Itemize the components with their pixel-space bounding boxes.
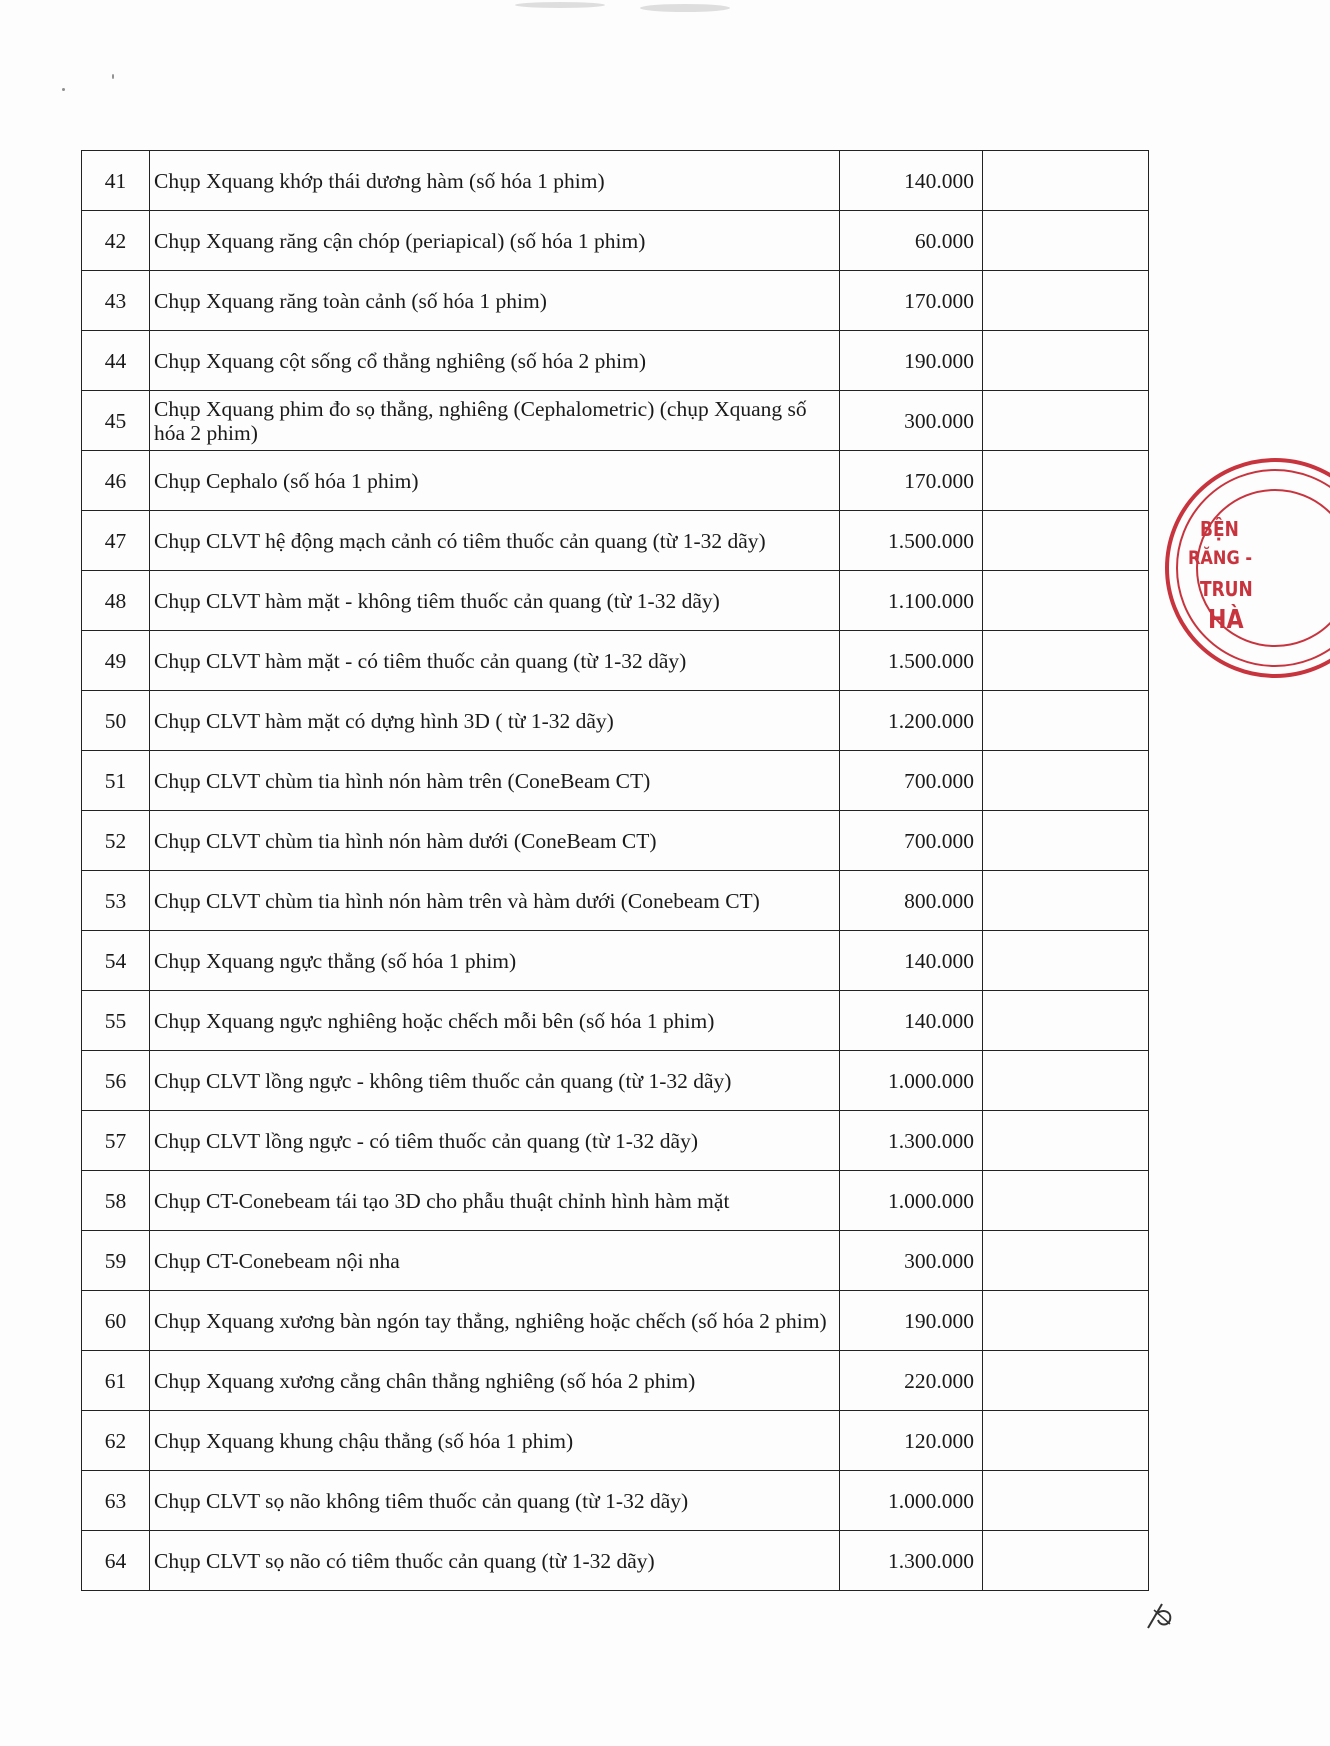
row-number: 62 bbox=[82, 1411, 150, 1471]
row-number: 43 bbox=[82, 271, 150, 331]
row-number: 49 bbox=[82, 631, 150, 691]
row-description: Chụp CLVT chùm tia hình nón hàm dưới (ConeBeam CT) bbox=[150, 811, 840, 871]
table-row bbox=[82, 931, 1149, 991]
row-description: Chụp CLVT lồng ngực - có tiêm thuốc cản quang (từ 1-32 dãy) bbox=[150, 1111, 840, 1171]
row-price: 140.000 bbox=[840, 991, 983, 1051]
row-note bbox=[983, 1291, 1149, 1351]
row-note bbox=[983, 931, 1149, 991]
row-number: 58 bbox=[82, 1171, 150, 1231]
row-description: Chụp CLVT sọ não có tiêm thuốc cản quang (từ 1-32 dãy) bbox=[150, 1531, 840, 1591]
row-price: 170.000 bbox=[840, 451, 983, 511]
stamp-text-line1: BỆN bbox=[1200, 517, 1239, 541]
row-price: 1.500.000 bbox=[840, 631, 983, 691]
row-description: Chụp Xquang xương bàn ngón tay thẳng, nghiêng hoặc chếch (số hóa 2 phim) bbox=[150, 1291, 840, 1351]
table-row bbox=[82, 1051, 1149, 1111]
row-number: 51 bbox=[82, 751, 150, 811]
row-price: 700.000 bbox=[840, 811, 983, 871]
row-note bbox=[983, 1411, 1149, 1471]
row-description: Chụp CLVT hàm mặt - không tiêm thuốc cản quang (từ 1-32 dãy) bbox=[150, 571, 840, 631]
row-description: Chụp Xquang xương cẳng chân thẳng nghiêng (số hóa 2 phim) bbox=[150, 1351, 840, 1411]
row-note bbox=[983, 811, 1149, 871]
row-price: 300.000 bbox=[840, 1231, 983, 1291]
table-row bbox=[82, 271, 1149, 331]
table-row bbox=[82, 391, 1149, 451]
row-number: 56 bbox=[82, 1051, 150, 1111]
row-price: 170.000 bbox=[840, 271, 983, 331]
row-number: 50 bbox=[82, 691, 150, 751]
row-number: 57 bbox=[82, 1111, 150, 1171]
row-description: Chụp CT-Conebeam tái tạo 3D cho phẫu thuật chỉnh hình hàm mặt bbox=[150, 1171, 840, 1231]
row-number: 42 bbox=[82, 211, 150, 271]
row-note bbox=[983, 1351, 1149, 1411]
table-row bbox=[82, 1231, 1149, 1291]
table-row bbox=[82, 151, 1149, 211]
row-description: Chụp Cephalo (số hóa 1 phim) bbox=[150, 451, 840, 511]
row-price: 1.000.000 bbox=[840, 1471, 983, 1531]
row-price: 1.200.000 bbox=[840, 691, 983, 751]
scan-artifact bbox=[62, 88, 65, 91]
table-row bbox=[82, 991, 1149, 1051]
row-note bbox=[983, 871, 1149, 931]
row-description: Chụp CT-Conebeam nội nha bbox=[150, 1231, 840, 1291]
row-note bbox=[983, 391, 1149, 451]
row-price: 1.300.000 bbox=[840, 1531, 983, 1591]
row-number: 46 bbox=[82, 451, 150, 511]
scan-artifact bbox=[112, 74, 114, 79]
table-row bbox=[82, 451, 1149, 511]
row-number: 44 bbox=[82, 331, 150, 391]
row-description: Chụp CLVT sọ não không tiêm thuốc cản quang (từ 1-32 dãy) bbox=[150, 1471, 840, 1531]
table-row bbox=[82, 331, 1149, 391]
stamp-text-line2: RĂNG - bbox=[1188, 547, 1253, 569]
row-number: 48 bbox=[82, 571, 150, 631]
row-note bbox=[983, 991, 1149, 1051]
row-description: Chụp CLVT hàm mặt - có tiêm thuốc cản quang (từ 1-32 dãy) bbox=[150, 631, 840, 691]
row-note bbox=[983, 451, 1149, 511]
table-row bbox=[82, 691, 1149, 751]
row-number: 45 bbox=[82, 391, 150, 451]
row-number: 53 bbox=[82, 871, 150, 931]
row-number: 52 bbox=[82, 811, 150, 871]
stamp-text-line3: TRUN bbox=[1200, 577, 1253, 601]
row-price: 140.000 bbox=[840, 151, 983, 211]
handwritten-initial-mark bbox=[1142, 1600, 1178, 1632]
row-note bbox=[983, 211, 1149, 271]
table-row bbox=[82, 1351, 1149, 1411]
table-row bbox=[82, 751, 1149, 811]
table-row bbox=[82, 211, 1149, 271]
row-description: Chụp CLVT hệ động mạch cảnh có tiêm thuốc cản quang (từ 1-32 dãy) bbox=[150, 511, 840, 571]
row-number: 55 bbox=[82, 991, 150, 1051]
row-price: 60.000 bbox=[840, 211, 983, 271]
stamp-ring bbox=[1160, 455, 1330, 685]
table-row bbox=[82, 1171, 1149, 1231]
row-description: Chụp CLVT chùm tia hình nón hàm trên và hàm dưới (Conebeam CT) bbox=[150, 871, 840, 931]
row-number: 61 bbox=[82, 1351, 150, 1411]
row-note bbox=[983, 151, 1149, 211]
scan-artifact bbox=[515, 2, 605, 8]
row-description: Chụp CLVT chùm tia hình nón hàm trên (ConeBeam CT) bbox=[150, 751, 840, 811]
row-description: Chụp Xquang ngực thẳng (số hóa 1 phim) bbox=[150, 931, 840, 991]
row-price: 300.000 bbox=[840, 391, 983, 451]
row-price: 220.000 bbox=[840, 1351, 983, 1411]
row-price: 1.000.000 bbox=[840, 1171, 983, 1231]
row-price: 1.000.000 bbox=[840, 1051, 983, 1111]
row-description: Chụp CLVT lồng ngực - không tiêm thuốc cản quang (từ 1-32 dãy) bbox=[150, 1051, 840, 1111]
table-row bbox=[82, 511, 1149, 571]
row-price: 120.000 bbox=[840, 1411, 983, 1471]
row-note bbox=[983, 331, 1149, 391]
table-row bbox=[82, 871, 1149, 931]
row-description: Chụp CLVT hàm mặt có dựng hình 3D ( từ 1-32 dãy) bbox=[150, 691, 840, 751]
row-description: Chụp Xquang cột sống cổ thẳng nghiêng (số hóa 2 phim) bbox=[150, 331, 840, 391]
row-note bbox=[983, 511, 1149, 571]
row-number: 64 bbox=[82, 1531, 150, 1591]
row-number: 63 bbox=[82, 1471, 150, 1531]
row-description: Chụp Xquang khớp thái dương hàm (số hóa 1 phim) bbox=[150, 151, 840, 211]
stamp-text-line4: HÀ bbox=[1208, 605, 1244, 635]
table-row bbox=[82, 1531, 1149, 1591]
table-row bbox=[82, 571, 1149, 631]
row-note bbox=[983, 631, 1149, 691]
row-number: 41 bbox=[82, 151, 150, 211]
table-row bbox=[82, 1111, 1149, 1171]
row-note bbox=[983, 271, 1149, 331]
row-note bbox=[983, 1231, 1149, 1291]
row-note bbox=[983, 1171, 1149, 1231]
row-price: 1.100.000 bbox=[840, 571, 983, 631]
row-price: 800.000 bbox=[840, 871, 983, 931]
table-row bbox=[82, 1411, 1149, 1471]
row-description: Chụp Xquang ngực nghiêng hoặc chếch mỗi bên (số hóa 1 phim) bbox=[150, 991, 840, 1051]
price-table bbox=[81, 150, 1149, 1591]
hospital-stamp bbox=[1160, 455, 1330, 685]
row-number: 60 bbox=[82, 1291, 150, 1351]
row-price: 700.000 bbox=[840, 751, 983, 811]
scan-artifact bbox=[640, 4, 730, 12]
table-row bbox=[82, 811, 1149, 871]
row-price: 190.000 bbox=[840, 1291, 983, 1351]
row-description: Chụp Xquang khung chậu thẳng (số hóa 1 phim) bbox=[150, 1411, 840, 1471]
table-row bbox=[82, 631, 1149, 691]
table-body bbox=[82, 151, 1149, 1591]
row-number: 47 bbox=[82, 511, 150, 571]
row-note bbox=[983, 1531, 1149, 1591]
row-note bbox=[983, 1051, 1149, 1111]
table-row bbox=[82, 1471, 1149, 1531]
row-number: 54 bbox=[82, 931, 150, 991]
row-note bbox=[983, 691, 1149, 751]
row-note bbox=[983, 751, 1149, 811]
row-price: 140.000 bbox=[840, 931, 983, 991]
row-price: 190.000 bbox=[840, 331, 983, 391]
row-note bbox=[983, 1111, 1149, 1171]
table-row bbox=[82, 1291, 1149, 1351]
row-price: 1.300.000 bbox=[840, 1111, 983, 1171]
row-description: Chụp Xquang răng cận chóp (periapical) (số hóa 1 phim) bbox=[150, 211, 840, 271]
row-price: 1.500.000 bbox=[840, 511, 983, 571]
row-note bbox=[983, 1471, 1149, 1531]
row-description: Chụp Xquang phim đo sọ thẳng, nghiêng (Cephalometric) (chụp Xquang số hóa 2 phim) bbox=[150, 391, 840, 451]
row-note bbox=[983, 571, 1149, 631]
row-description: Chụp Xquang răng toàn cảnh (số hóa 1 phim) bbox=[150, 271, 840, 331]
row-number: 59 bbox=[82, 1231, 150, 1291]
